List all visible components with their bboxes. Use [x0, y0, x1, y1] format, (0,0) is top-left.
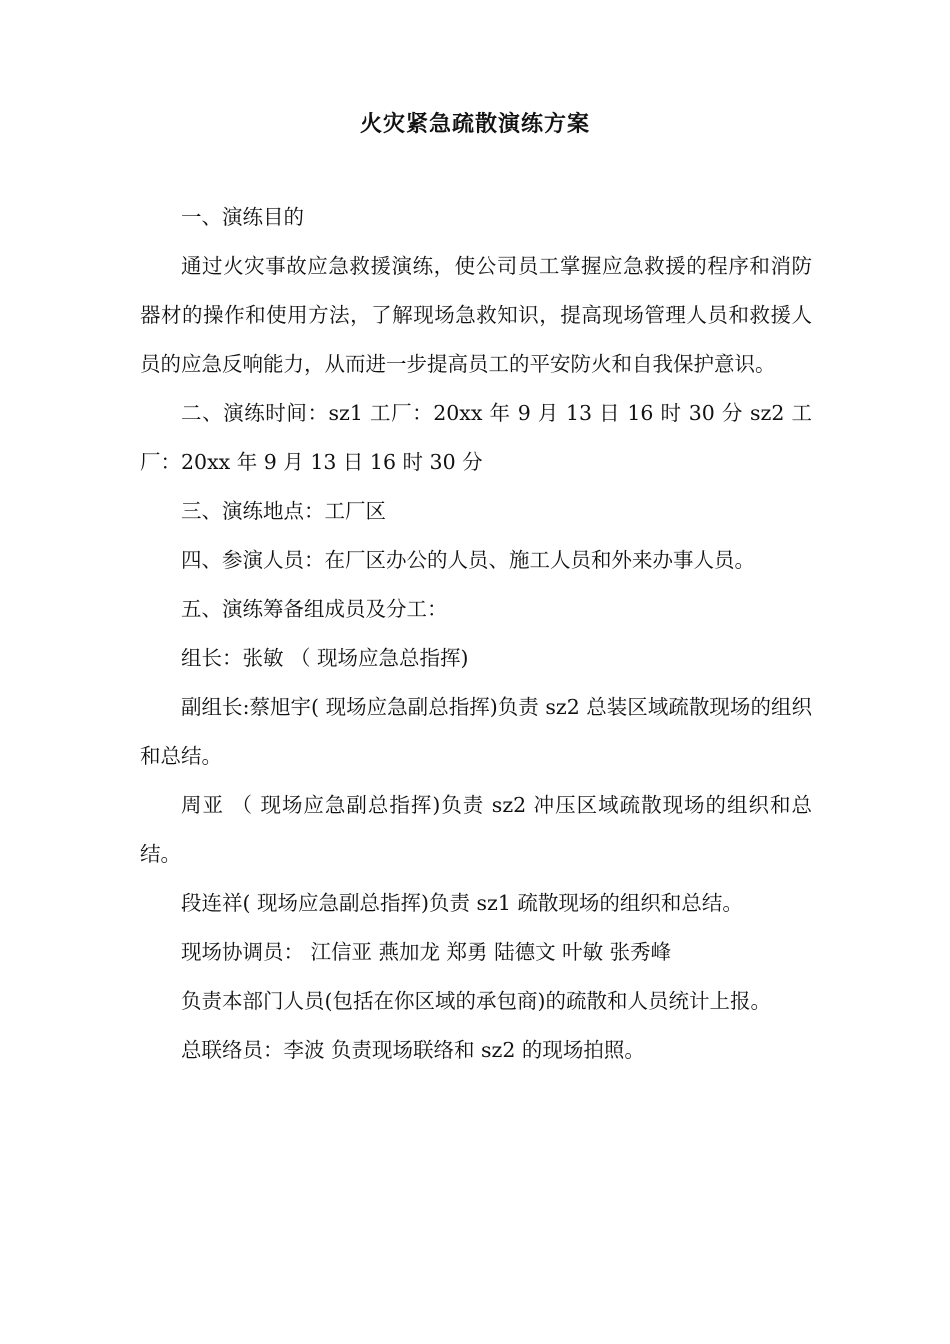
- paragraph-deputy-leader: 副组长:蔡旭宇( 现场应急副总指挥)负责 sz2 总装区域疏散现场的组织和总结。: [140, 695, 812, 768]
- paragraph-time: 二、演练时间：sz1 工厂：20xx 年 9 月 13 日 16 时 30 分 sz2 工厂：20xx 年 9 月 13 日 16 时 30 分: [140, 401, 812, 474]
- paragraph-liaison: 总联络员：李波 负责现场联络和 sz2 的现场拍照。: [181, 1038, 645, 1062]
- paragraph-purpose: 通过火灾事故应急救援演练，使公司员工掌握应急救援的程序和消防器材的操作和使用方法，了解现场急救知识，提高现场管理人员和救援人员的应急反响能力，从而进一步提高员工的平安防火和自我保护意识。: [140, 254, 812, 376]
- section-heading-purpose: 一、演练目的: [181, 205, 304, 229]
- paragraph-participants: 四、参演人员：在厂区办公的人员、施工人员和外来办事人员。: [181, 548, 755, 572]
- paragraph-location: 三、演练地点：工厂区: [181, 499, 386, 523]
- section-heading-team: 五、演练筹备组成员及分工：: [181, 597, 448, 621]
- paragraph-deputy-duan: 段连祥( 现场应急副总指挥)负责 sz1 疏散现场的组织和总结。: [181, 891, 743, 915]
- paragraph-deputy-zhou: 周亚 （ 现场应急副总指挥)负责 sz2 冲压区域疏散现场的组织和总结。: [140, 793, 812, 866]
- document-body: [140, 193, 812, 1075]
- paragraph-coordinators: 现场协调员： 江信亚 燕加龙 郑勇 陆德文 叶敏 张秀峰: [181, 940, 672, 964]
- paragraph-leader: 组长：张敏 （ 现场应急总指挥): [181, 646, 469, 670]
- paragraph-coordinator-duty: 负责本部门人员(包括在你区域的承包商)的疏散和人员统计上报。: [181, 989, 771, 1013]
- document-title: 火灾紧急疏散演练方案: [359, 111, 590, 137]
